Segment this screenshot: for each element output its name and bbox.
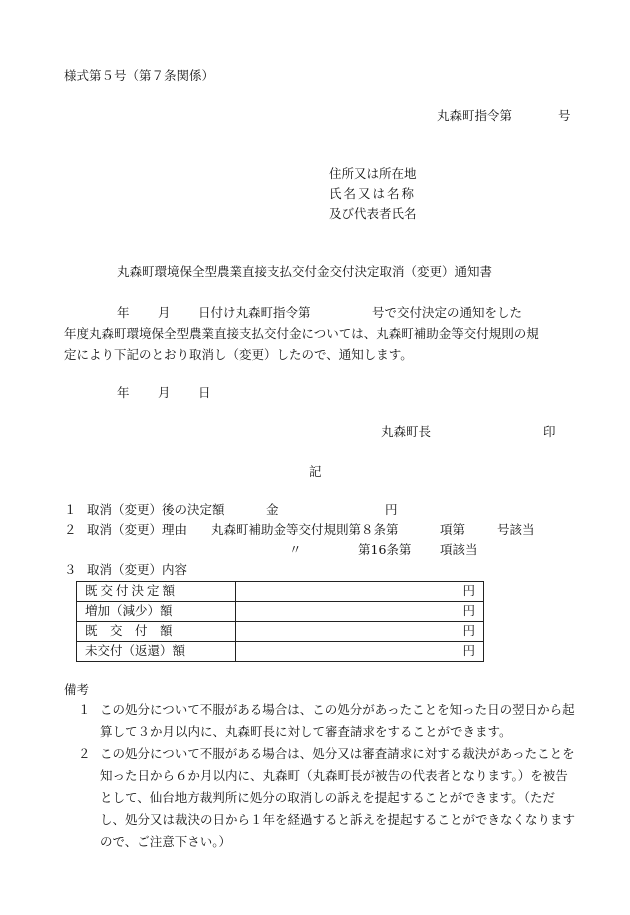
recipient-representative-label: 及び代表者氏名 [329, 206, 417, 221]
remark-2-number: ２ [78, 746, 91, 761]
item2-number: ２ [64, 522, 77, 537]
remark-1-number: １ [78, 702, 91, 717]
document-title: 丸森町環境保全型農業直接支払交付金交付決定取消（変更）通知書 [117, 264, 493, 279]
item2-kou2: 項該当 [440, 542, 478, 557]
table-row [77, 602, 484, 622]
row-label: 未交付（返還）額 [77, 642, 236, 662]
row-amount: 円 [236, 602, 484, 622]
item1-kin: 金 [266, 502, 279, 517]
item2-article16: 第16条第 [358, 542, 412, 557]
remark-2-text: この処分について不服がある場合は、処分又は審査請求に対する裁決があったことを知った日から６か月以内に、丸森町（丸森町長が被告の代表者となります。）を被告として、仙台地方裁判所に処分の取消しの訴えを提起することができます。（ただし、処分又は裁決の日から１年を経過すると訴えを提起することができなくなりますので、ご注意下さい。） [100, 746, 576, 849]
form-number: 様式第５号（第７条関係） [64, 68, 215, 83]
remarks-heading: 備考 [64, 682, 90, 697]
item1-yen: 円 [385, 502, 398, 517]
change-detail-table [76, 581, 484, 662]
remark-1 [64, 699, 578, 743]
row-amount: 円 [236, 622, 484, 642]
item2-label: 取消（変更）理由 [87, 522, 188, 537]
body-line1-rest: 号で交付決定の通知をした [372, 305, 523, 320]
remark-2 [64, 743, 578, 853]
item2-gou: 号該当 [497, 522, 535, 537]
table-row [77, 642, 484, 662]
row-amount: 円 [236, 582, 484, 602]
date-month: 月 [158, 385, 171, 400]
item3-label: 取消（変更）内容 [87, 562, 188, 577]
ki-heading: 記 [309, 464, 322, 479]
table-row [77, 622, 484, 642]
item2-kou: 項第 [440, 522, 466, 537]
date-day: 日 [198, 385, 211, 400]
recipient-address-label: 住所又は所在地 [329, 166, 417, 181]
directive-number-suffix: 号 [558, 108, 571, 123]
item1-label: 取消（変更）後の決定額 [87, 502, 225, 517]
date-year: 年 [117, 385, 130, 400]
body-month: 月 [158, 305, 171, 320]
item3-number: ３ [64, 562, 77, 577]
item2-ditto: 〃 [289, 542, 302, 557]
row-label: 既 交 付 額 [77, 622, 236, 642]
row-label: 増加（減少）額 [77, 602, 236, 622]
row-amount: 円 [236, 642, 484, 662]
body-line2: 年度丸森町環境保全型農業直接支払交付金については、丸森町補助金等交付規則の規 [64, 326, 539, 341]
table-row [77, 582, 484, 602]
directive-number-prefix: 丸森町指令第 [437, 108, 513, 123]
item2-rule: 丸森町補助金等交付規則第８条第 [211, 522, 399, 537]
recipient-name-label: 氏名又は名称 [329, 186, 417, 201]
item1-number: １ [64, 502, 77, 517]
sender-title: 丸森町長 [381, 424, 432, 439]
body-line3: 定により下記のとおり取消し（変更）したので、通知します。 [64, 347, 413, 362]
row-label: 既交付決定額 [77, 582, 236, 602]
seal-mark: 印 [543, 424, 556, 439]
body-day-directive: 日付け丸森町指令第 [198, 305, 311, 320]
body-year: 年 [117, 305, 130, 320]
remark-1-text: この処分について不服がある場合は、この処分があったことを知った日の翌日から起算して３か月以内に、丸森町長に対して審査請求をすることができます。 [100, 702, 575, 739]
